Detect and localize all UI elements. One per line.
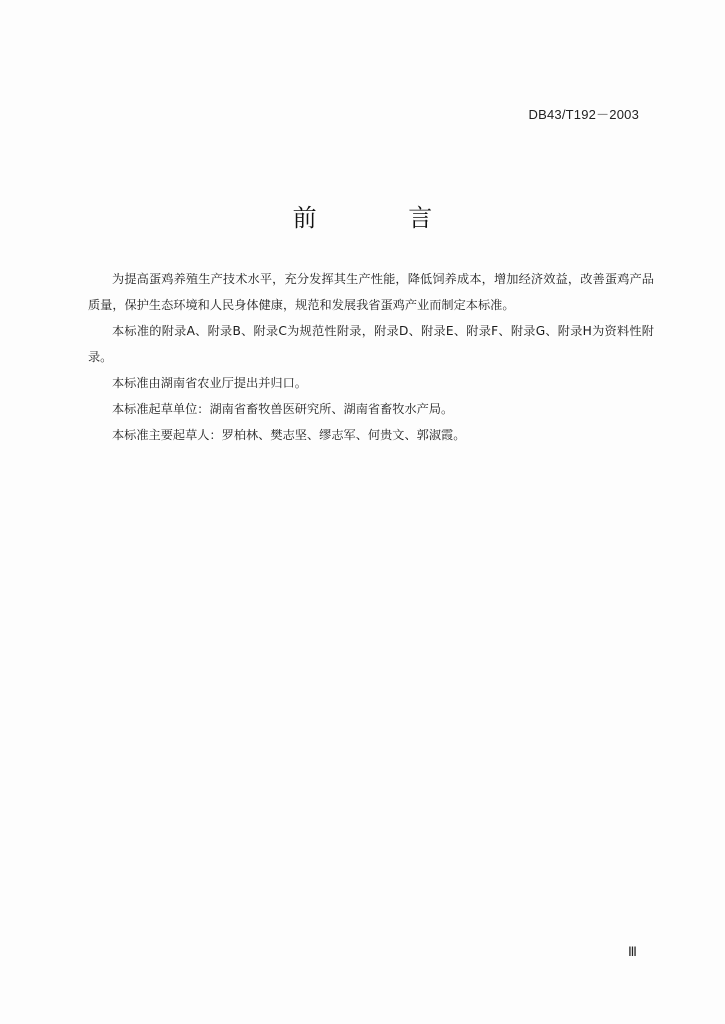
foreword-body (88, 266, 654, 448)
paragraph-purpose: 为提高蛋鸡养殖生产技术水平，充分发挥其生产性能，降低饲养成本，增加经济效益，改善蛋鸡产品质量，保护生态环境和人民身体健康，规范和发展我省蛋鸡产业而制定本标准。 (88, 272, 654, 312)
paragraph-proposer: 本标准由湖南省农业厅提出并归口。 (112, 376, 307, 390)
document-code: DB43/T192－2003 (528, 107, 639, 122)
page-number: Ⅲ (628, 944, 637, 959)
paragraph-drafting-units: 本标准起草单位：湖南省畜牧兽医研究所、湖南省畜牧水产局。 (112, 402, 454, 416)
page-title: 前 言 (292, 204, 475, 232)
paragraph-appendices: 本标准的附录A、附录B、附录C为规范性附录，附录D、附录E、附录F、附录G、附录H为资料性附录。 (88, 324, 654, 364)
paragraph-drafters: 本标准主要起草人：罗柏林、樊志坚、缪志军、何贵文、郭淑霞。 (112, 428, 466, 442)
